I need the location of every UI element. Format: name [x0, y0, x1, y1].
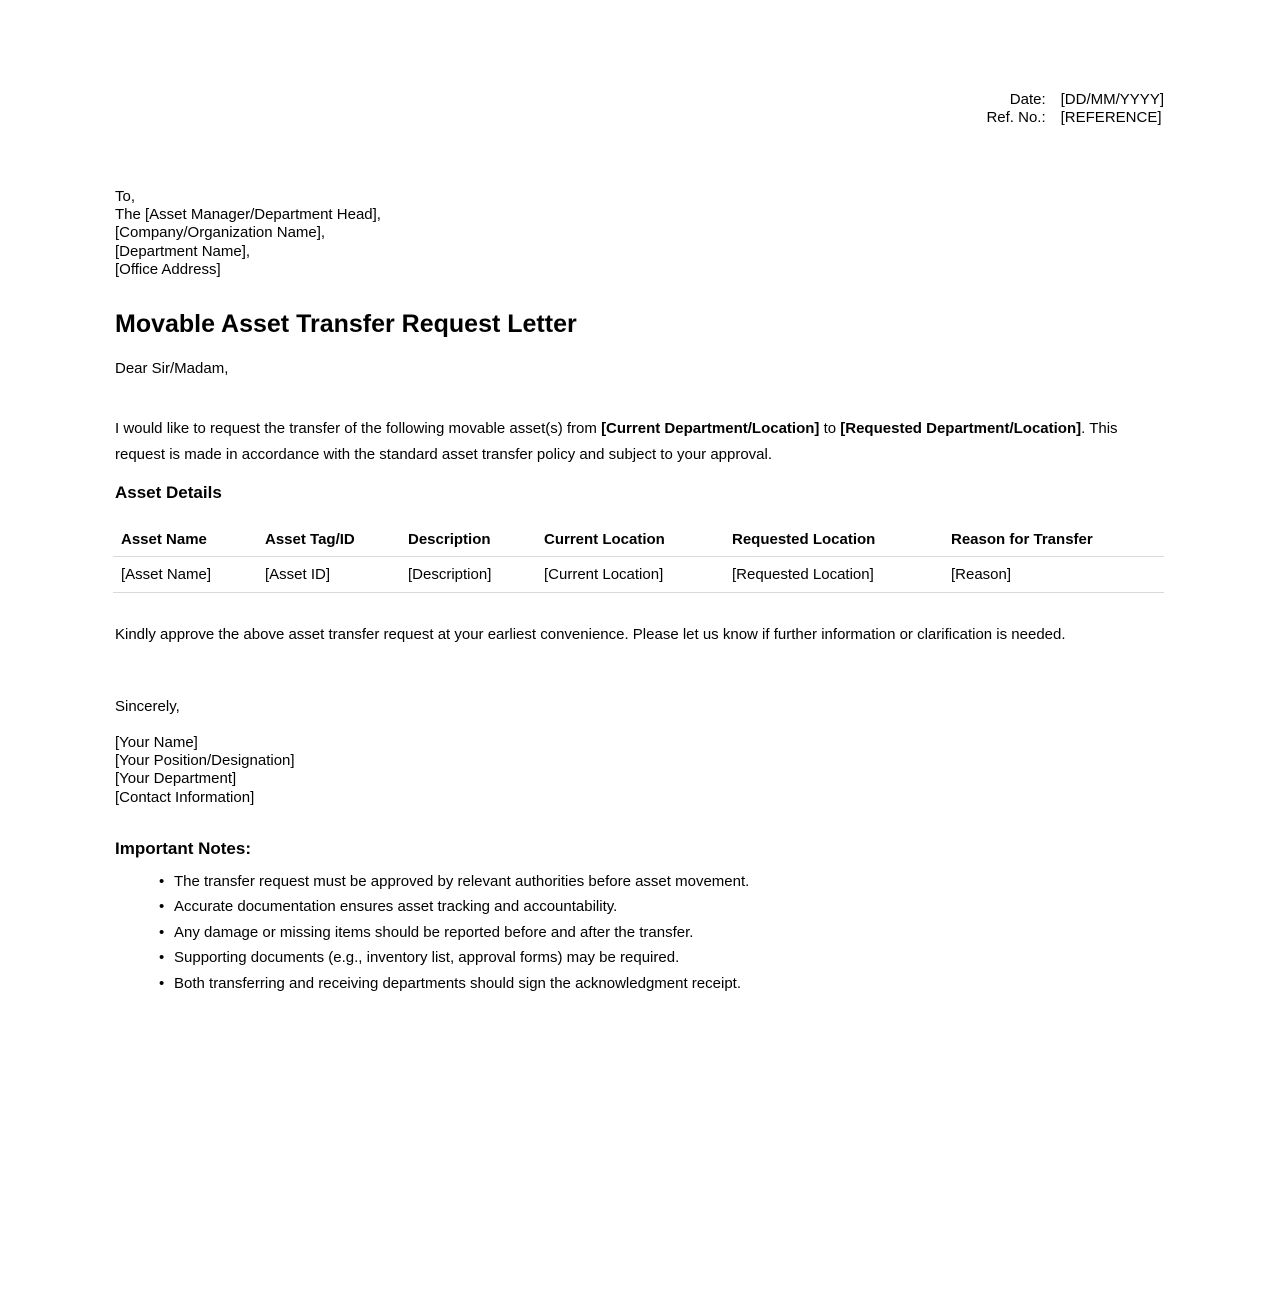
closing-request-paragraph: Kindly approve the above asset transfer request at your earliest convenience. Please let us know if further information or clarification is needed.	[115, 626, 1066, 643]
recipient-line: To,	[115, 188, 136, 205]
important-notes-list	[115, 869, 1115, 996]
ref-no-label: Ref. No.:	[986, 108, 1046, 126]
column-header-asset-tag-id: Asset Tag/ID	[257, 523, 400, 557]
column-header-requested-location: Requested Location	[724, 523, 943, 557]
intro-text: I would like to request the transfer of the following movable asset(s) from	[115, 420, 602, 437]
salutation: Dear Sir/Madam,	[115, 360, 229, 377]
column-header-description: Description	[400, 523, 536, 557]
asset-details-table	[113, 523, 1164, 593]
date-value: [DD/MM/YYYY]	[1060, 91, 1164, 108]
recipient-address-block	[115, 188, 381, 279]
signature-line: [Your Name]	[115, 734, 198, 751]
requested-department-placeholder: [Requested Department/Location]	[840, 420, 1082, 437]
column-header-current-location: Current Location	[536, 523, 724, 557]
current-department-placeholder: [Current Department/Location]	[601, 420, 820, 437]
column-header-asset-name: Asset Name	[113, 523, 257, 557]
cell-requested-location: [Requested Location]	[724, 557, 943, 593]
signature-block	[115, 734, 295, 807]
cell-asset-id: [Asset ID]	[257, 557, 400, 593]
cell-description: [Description]	[400, 557, 536, 593]
list-item: • The transfer request must be approved by relevant authorities before asset movement.	[115, 869, 1115, 894]
page-title: Movable Asset Transfer Request Letter	[115, 310, 577, 338]
recipient-line: The [Asset Manager/Department Head],	[115, 206, 381, 224]
signature-line: [Your Position/Designation]	[115, 752, 295, 770]
cell-current-location: [Current Location]	[536, 557, 724, 593]
intro-text: to	[819, 420, 841, 437]
document-meta-block	[986, 91, 1164, 126]
recipient-line: [Company/Organization Name],	[115, 224, 326, 242]
intro-paragraph	[115, 416, 1164, 467]
date-label: Date:	[1009, 91, 1046, 108]
list-item: • Both transferring and receiving departments should sign the acknowledgment receipt.	[115, 971, 1115, 996]
list-item: • Accurate documentation ensures asset tracking and accountability.	[115, 894, 1115, 919]
table-row	[113, 557, 1164, 593]
list-item: • Supporting documents (e.g., inventory list, approval forms) may be required.	[115, 945, 1115, 970]
important-notes-heading: Important Notes:	[115, 839, 251, 858]
signature-line: [Your Department]	[115, 770, 237, 788]
signature-line: [Contact Information]	[115, 788, 255, 806]
asset-details-heading: Asset Details	[115, 483, 222, 502]
table-header-row	[113, 523, 1164, 557]
recipient-line: [Office Address]	[115, 260, 221, 278]
signoff: Sincerely,	[115, 698, 180, 715]
cell-asset-name: [Asset Name]	[113, 557, 257, 593]
list-item: • Any damage or missing items should be reported before and after the transfer.	[115, 920, 1115, 945]
ref-no-value: [REFERENCE]	[1060, 108, 1162, 126]
intro-text: . This request is made in accordance with the standard asset transfer policy and subject to your approval.	[115, 420, 1118, 463]
column-header-reason-for-transfer: Reason for Transfer	[943, 523, 1164, 557]
recipient-line: [Department Name],	[115, 242, 251, 260]
cell-reason: [Reason]	[943, 557, 1164, 593]
